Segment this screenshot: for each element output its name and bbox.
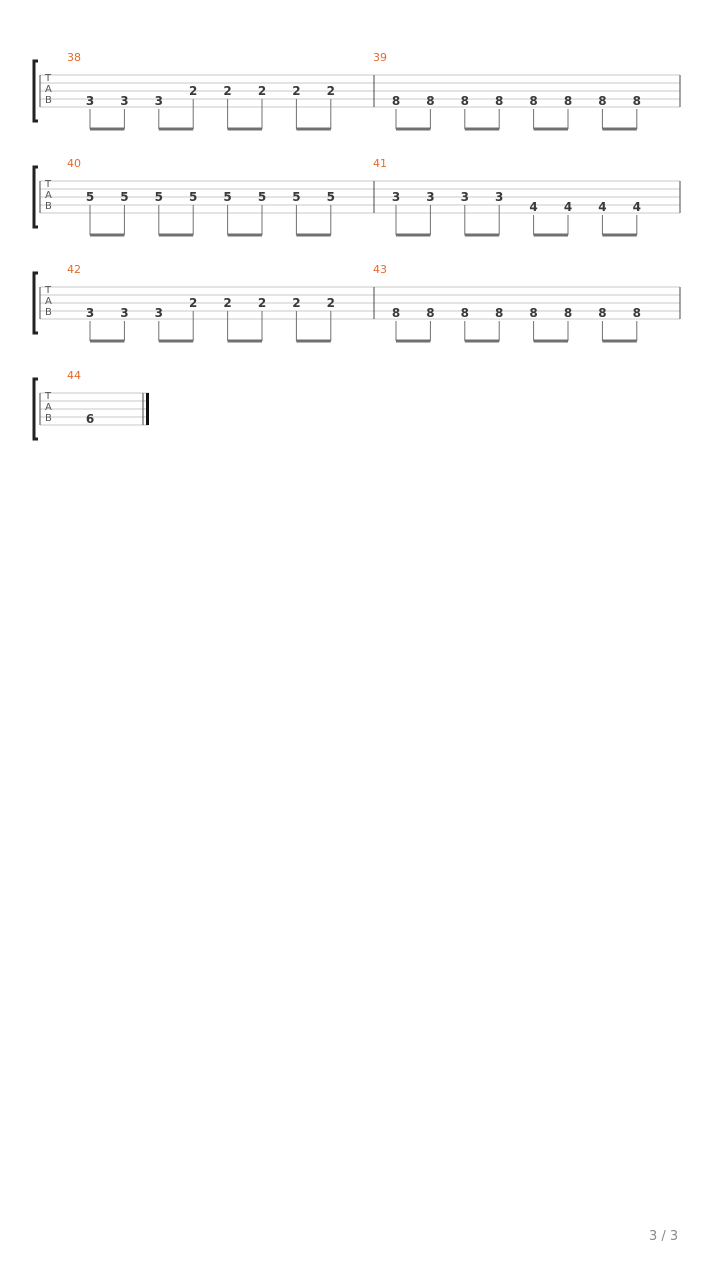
fret-number: 3 — [495, 190, 504, 204]
fret-number: 4 — [598, 200, 607, 214]
tab-clef-letter: A — [45, 296, 52, 307]
fret-number: 8 — [391, 306, 401, 320]
fret-number: 2 — [223, 84, 232, 98]
fret-number: 3 — [85, 306, 95, 320]
fret-number: 5 — [257, 190, 267, 204]
tab-clef-letter: A — [45, 402, 52, 413]
tab-clef-letter: T — [45, 285, 52, 296]
fret-number: 8 — [598, 94, 607, 108]
tab-system — [34, 157, 680, 235]
tab-system — [34, 369, 149, 439]
fret-number: 6 — [85, 412, 95, 426]
fret-number: 8 — [495, 94, 504, 108]
tab-system — [34, 263, 680, 341]
fret-number: 5 — [189, 190, 198, 204]
tab-clef-letter: A — [45, 84, 52, 95]
fret-number: 2 — [189, 84, 198, 98]
system-bracket — [34, 379, 38, 439]
measure-number: 38 — [67, 51, 81, 64]
fret-number: 8 — [460, 94, 469, 108]
fret-number: 8 — [529, 94, 538, 108]
fret-number: 8 — [460, 306, 469, 320]
fret-number: 2 — [189, 296, 198, 310]
fret-number: 8 — [529, 306, 538, 320]
fret-number: 4 — [632, 200, 641, 214]
measure-number: 40 — [67, 157, 81, 170]
page-number: 3 / 3 — [649, 1229, 679, 1244]
fret-number: 3 — [391, 190, 401, 204]
fret-number: 8 — [598, 306, 607, 320]
system-bracket — [34, 167, 38, 227]
tab-clef-letter: A — [45, 190, 52, 201]
fret-number: 3 — [154, 306, 163, 320]
fret-number: 8 — [563, 306, 573, 320]
fret-number: 2 — [292, 296, 301, 310]
fret-number: 2 — [223, 296, 232, 310]
fret-number: 5 — [85, 190, 95, 204]
fret-number: 4 — [563, 200, 573, 214]
fret-number: 8 — [632, 306, 641, 320]
fret-number: 5 — [326, 190, 335, 204]
tab-clef-letter: B — [45, 413, 52, 424]
fret-number: 2 — [257, 84, 267, 98]
tab-clef-letter: T — [45, 179, 52, 190]
fret-number: 3 — [426, 190, 435, 204]
measure-number: 41 — [373, 157, 387, 170]
fret-number: 8 — [426, 306, 435, 320]
fret-number: 2 — [257, 296, 267, 310]
fret-number: 8 — [495, 306, 504, 320]
system-bracket — [34, 61, 38, 121]
fret-number: 8 — [426, 94, 435, 108]
measure-number: 43 — [373, 263, 387, 276]
fret-number: 5 — [120, 190, 129, 204]
fret-number: 3 — [120, 306, 129, 320]
fret-number: 5 — [223, 190, 232, 204]
system-bracket — [34, 273, 38, 333]
fret-number: 3 — [154, 94, 163, 108]
tab-clef-letter: T — [45, 73, 52, 84]
fret-number: 2 — [292, 84, 301, 98]
fret-number: 3 — [460, 190, 469, 204]
fret-number: 2 — [326, 84, 335, 98]
tab-clef-letter: B — [45, 307, 52, 318]
fret-number: 3 — [120, 94, 129, 108]
fret-number: 8 — [391, 94, 401, 108]
fret-number: 5 — [292, 190, 301, 204]
tab-clef-letter: B — [45, 95, 52, 106]
fret-number: 2 — [326, 296, 335, 310]
tab-clef-letter: B — [45, 201, 52, 212]
fret-number: 5 — [154, 190, 163, 204]
tab-clef-letter: T — [45, 391, 52, 402]
tab-system — [34, 51, 680, 129]
measure-number: 42 — [67, 263, 81, 276]
fret-number: 8 — [563, 94, 573, 108]
measure-number: 44 — [67, 369, 81, 382]
fret-number: 8 — [632, 94, 641, 108]
measure-number: 39 — [373, 51, 387, 64]
fret-number: 4 — [529, 200, 538, 214]
fret-number: 3 — [85, 94, 95, 108]
